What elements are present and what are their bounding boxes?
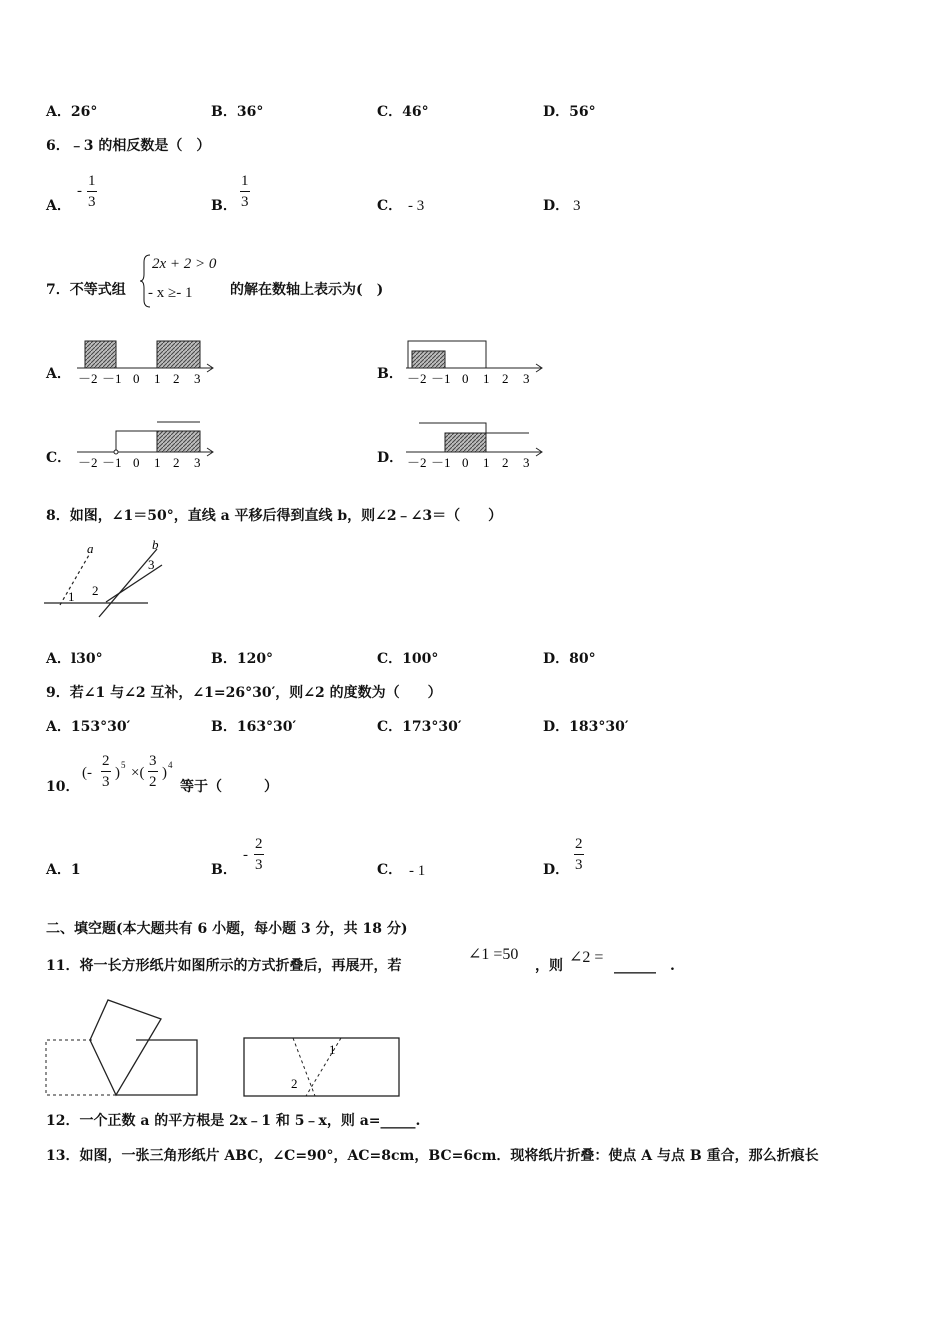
label-angle-3: 3 [148, 557, 155, 572]
tick-label-2: 2 [502, 371, 509, 386]
q7-inequality-2: - x ≥- 1 [148, 285, 193, 301]
tick-label-1: 1 [154, 371, 161, 386]
fraction-denominator: 2 [149, 774, 157, 790]
tick-label-2: 2 [173, 455, 180, 470]
label-angle-2: 2 [92, 583, 99, 598]
tick-label-neg1: －1 [431, 455, 451, 470]
q10-fraction-2 [148, 754, 158, 790]
tick-label-neg1: －1 [431, 371, 451, 386]
fraction-denominator: 3 [575, 857, 583, 873]
fraction-denominator: 3 [88, 194, 96, 210]
q9-option-b: B．163°30′ [211, 719, 297, 735]
tick-label-0: 0 [462, 455, 469, 470]
rect-dashed-edge [46, 1040, 116, 1095]
q7-number-line-c [75, 419, 220, 474]
q10-exponent-1: 5 [121, 760, 126, 770]
q7-number: 7．不等式组 [46, 282, 126, 298]
q6-option-b-fraction [240, 174, 250, 210]
tick-label-3: 3 [194, 371, 201, 386]
tick-label-1: 1 [154, 455, 161, 470]
q6-option-d-value: 3 [573, 198, 581, 214]
q8-option-c: C．100° [377, 651, 439, 667]
rect-solid-edge [116, 1040, 197, 1095]
fraction-numerator: 2 [254, 837, 264, 855]
q10-number: 10． [46, 779, 80, 795]
tick-label-3: 3 [523, 371, 530, 386]
q9-option-a: A．153°30′ [46, 719, 131, 735]
tick-label-neg2: －2 [407, 455, 427, 470]
q9-stem: 9．若∠1 与∠2 互补，∠1=26°30′，则∠2 的度数为（ ） [46, 685, 442, 701]
tick-label-0: 0 [462, 371, 469, 386]
q10-option-b-label: B． [211, 862, 237, 878]
fraction-numerator: 3 [148, 754, 158, 772]
q9-option-c: C．173°30′ [377, 719, 462, 735]
q8-option-a: A．l30° [46, 651, 103, 667]
q10-option-b-fraction [254, 837, 264, 873]
fraction-numerator: 1 [240, 174, 250, 192]
q6-option-a-sign: - [77, 183, 82, 199]
q8-option-d: D．80° [543, 651, 596, 667]
q10-option-c-label: C． [377, 862, 403, 878]
q8-option-b: B．120° [211, 651, 274, 667]
q7-option-c-label: C． [46, 450, 72, 466]
q11-blank: ______ [614, 958, 656, 974]
q10-close-paren-1: ) [115, 765, 120, 781]
q5-option-d: D．56° [543, 104, 596, 120]
label-a: a [87, 541, 94, 556]
tick-label-neg1: －1 [102, 371, 122, 386]
q6-option-a-label: A． [46, 198, 71, 214]
fold-line-right [306, 1038, 341, 1096]
q12-text: 12．一个正数 a 的平方根是 2x﹣1 和 5﹣x，则 a=_____. [46, 1113, 421, 1129]
q6-option-c-value: - 3 [408, 198, 425, 214]
tick-label-2: 2 [502, 455, 509, 470]
solution-region [157, 431, 200, 452]
label-b: b [152, 537, 159, 552]
q8-figure [44, 537, 174, 622]
q10-option-a: A．1 [46, 862, 81, 878]
rectangle [244, 1038, 399, 1096]
tick-label-3: 3 [194, 455, 201, 470]
tick-label-1: 1 [483, 371, 490, 386]
q11-end: . [670, 958, 675, 974]
fraction-denominator: 3 [102, 774, 110, 790]
solution-region [445, 433, 486, 452]
q5-option-b: B．36° [211, 104, 264, 120]
folded-flap [90, 1000, 161, 1095]
q10-option-b-sign: - [243, 847, 248, 863]
q7-number-line-a [75, 335, 220, 390]
solution-region [412, 351, 445, 368]
q10-fraction-1 [101, 754, 111, 790]
line-a [60, 555, 89, 605]
q7-inequality-1: 2x + 2 > 0 [152, 256, 217, 272]
q10-exponent-2: 4 [168, 760, 173, 770]
q7-number-line-d [404, 419, 549, 474]
q7-number-line-b [404, 335, 549, 390]
q7-option-b-label: B． [377, 366, 403, 382]
q10-open-paren: (- [82, 765, 92, 781]
q5-option-c: C．46° [377, 104, 429, 120]
q11-figure-folded [44, 995, 204, 1100]
q10-close-paren-2: ) [162, 765, 167, 781]
q7-option-a-label: A． [46, 366, 71, 382]
q13-text: 13．如图，一张三角形纸片 ABC，∠C=90°，AC=8cm，BC=6cm．现将纸片折叠：使点 A 与点 B 重合，那么折痕长 [46, 1148, 819, 1164]
q11-angle2: ∠2 = [569, 949, 604, 966]
label-angle-1: 1 [329, 1042, 336, 1057]
fraction-denominator: 3 [241, 194, 249, 210]
q6-option-a-fraction [87, 174, 97, 210]
fraction-numerator: 2 [101, 754, 111, 772]
fraction-numerator: 2 [574, 837, 584, 855]
q5-option-a: A．26° [46, 104, 98, 120]
open-dot [114, 450, 118, 454]
section-2-heading: 二、填空题(本大题共有 6 小题，每小题 3 分，共 18 分) [46, 921, 408, 937]
q10-option-d-label: D． [543, 862, 570, 878]
tick-label-neg2: －2 [78, 371, 98, 386]
q11-condition: ∠1 =50 [468, 946, 519, 963]
q8-stem: 8．如图，∠1＝50°，直线 a 平移后得到直线 b，则∠2﹣∠3＝（ ） [46, 508, 503, 524]
q6-option-d-label: D． [543, 198, 570, 214]
range-bracket-left [116, 431, 157, 452]
q11-stem: 11．将一长方形纸片如图所示的方式折叠后，再展开，若 [46, 958, 402, 974]
solution-region-left [85, 341, 116, 368]
tick-label-neg2: －2 [78, 455, 98, 470]
q6-option-c-label: C． [377, 198, 403, 214]
label-angle-1: 1 [68, 589, 75, 604]
q6-stem: 6．﹣3 的相反数是（ ） [46, 138, 211, 154]
tick-label-3: 3 [523, 455, 530, 470]
q11-mid: ，则 [535, 958, 563, 974]
q10-times: ×( [131, 765, 145, 781]
q7-stem-tail: 的解在数轴上表示为( ) [230, 282, 384, 298]
q10-option-d-fraction [574, 837, 584, 873]
tick-label-0: 0 [133, 371, 140, 386]
q9-option-d: D．183°30′ [543, 719, 629, 735]
tick-label-1: 1 [483, 455, 490, 470]
tick-label-0: 0 [133, 455, 140, 470]
fraction-numerator: 1 [87, 174, 97, 192]
q6-option-b-label: B． [211, 198, 237, 214]
solution-region-right [157, 341, 200, 368]
tick-label-2: 2 [173, 371, 180, 386]
q11-figure-unfolded [243, 1035, 403, 1100]
q7-option-d-label: D． [377, 450, 404, 466]
fraction-denominator: 3 [255, 857, 263, 873]
q10-stem-tail: 等于（ ） [180, 779, 278, 795]
label-angle-2: 2 [291, 1076, 298, 1091]
tick-label-neg1: －1 [102, 455, 122, 470]
q10-option-c-value: - 1 [409, 863, 426, 879]
tick-label-neg2: －2 [407, 371, 427, 386]
